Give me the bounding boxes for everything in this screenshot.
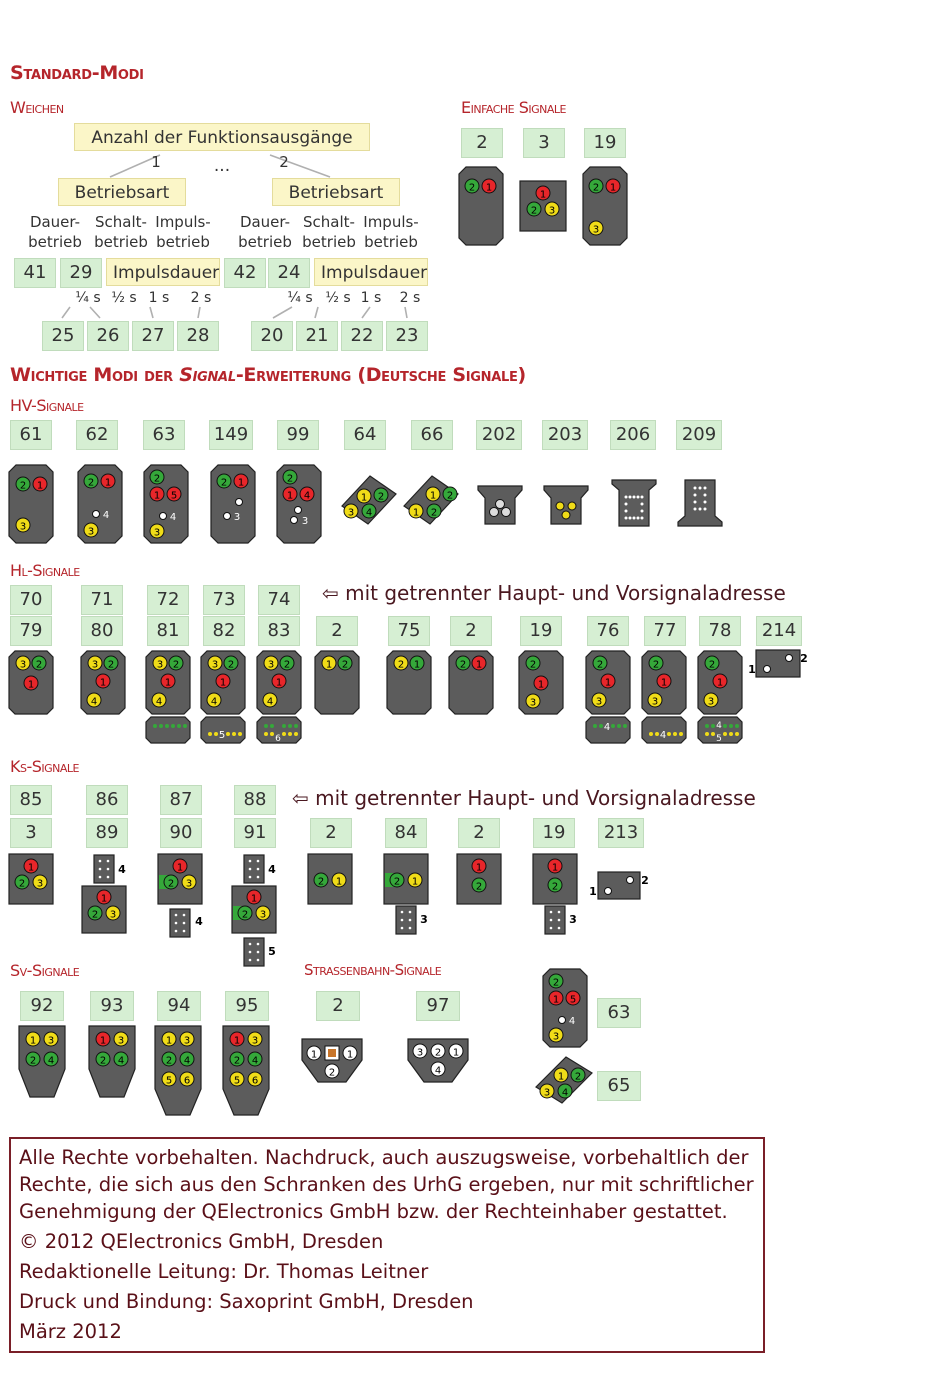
svg-text:1: 1 bbox=[429, 490, 437, 502]
svg-text:2: 2 bbox=[35, 659, 43, 671]
svg-text:2: 2 bbox=[551, 881, 559, 893]
code-box: 41 bbox=[14, 258, 56, 288]
copyright-box bbox=[9, 1137, 765, 1353]
code-box: 42 bbox=[224, 258, 266, 288]
signal-icon bbox=[145, 650, 191, 746]
svg-text:4: 4 bbox=[183, 1055, 191, 1067]
svg-text:1: 1 bbox=[412, 507, 420, 519]
branch-label-1: 1 bbox=[151, 153, 161, 171]
branch-label-2: 2 bbox=[279, 153, 289, 171]
signal-icon bbox=[77, 464, 123, 544]
einfache-title: Einfache Signale bbox=[461, 98, 566, 117]
svg-text:1: 1 bbox=[237, 477, 245, 489]
signal-icon bbox=[88, 1025, 136, 1099]
svg-text:1: 1 bbox=[99, 1035, 107, 1047]
svg-text:2: 2 bbox=[317, 876, 325, 888]
signal-icon bbox=[588, 870, 650, 902]
ks-title: Ks-Signale bbox=[10, 757, 80, 776]
code-box: 86 bbox=[86, 785, 128, 815]
svg-text:3: 3 bbox=[347, 507, 355, 519]
svg-text:3: 3 bbox=[420, 913, 428, 926]
svg-text:2: 2 bbox=[434, 1047, 442, 1059]
weichen-title: Weichen bbox=[10, 98, 64, 117]
hl-title: Hl-Signale bbox=[10, 561, 80, 580]
signal-icon bbox=[542, 968, 588, 1048]
svg-text:3: 3 bbox=[19, 659, 27, 671]
svg-text:6: 6 bbox=[251, 1075, 259, 1087]
svg-text:3: 3 bbox=[651, 696, 659, 708]
svg-text:3: 3 bbox=[548, 205, 556, 217]
svg-text:4: 4 bbox=[603, 722, 611, 733]
svg-text:1: 1 bbox=[250, 893, 258, 905]
svg-text:2: 2 bbox=[708, 659, 716, 671]
code-box: 149 bbox=[209, 420, 253, 450]
svg-text:4: 4 bbox=[118, 863, 126, 876]
svg-text:4: 4 bbox=[434, 1065, 442, 1077]
code-box: 77 bbox=[644, 616, 686, 646]
code-box: 202 bbox=[476, 420, 522, 450]
svg-text:1: 1 bbox=[325, 659, 333, 671]
signal-icon bbox=[407, 1038, 469, 1084]
signal-title: Wichtige Modi der Signal-Erweiterung (Deutsche Signale) bbox=[10, 364, 526, 386]
svg-text:1: 1 bbox=[219, 677, 227, 689]
signal-icon bbox=[611, 478, 657, 528]
svg-text:2: 2 bbox=[29, 1055, 37, 1067]
code-box: 84 bbox=[385, 818, 427, 848]
svg-text:3: 3 bbox=[109, 909, 117, 921]
strassenbahn-title: Strassenbahn-Signale bbox=[304, 961, 442, 979]
svg-text:2: 2 bbox=[172, 659, 180, 671]
code-box: 78 bbox=[699, 616, 741, 646]
svg-text:2: 2 bbox=[165, 1055, 173, 1067]
signal-icon bbox=[18, 1025, 66, 1099]
mode-label-schalt-right: Schalt- betrieb bbox=[302, 213, 356, 251]
svg-text:2: 2 bbox=[574, 1071, 582, 1083]
footer-line: März 2012 bbox=[19, 1320, 122, 1343]
svg-text:2: 2 bbox=[397, 659, 405, 671]
signal-icon bbox=[222, 1025, 270, 1117]
svg-text:2: 2 bbox=[592, 182, 600, 194]
code-box: 64 bbox=[344, 420, 386, 450]
svg-text:4: 4 bbox=[303, 490, 311, 502]
svg-text:1: 1 bbox=[99, 677, 107, 689]
code-box: 90 bbox=[160, 818, 202, 848]
svg-text:2: 2 bbox=[18, 878, 26, 890]
signal-icon bbox=[276, 464, 322, 544]
code-box: 71 bbox=[81, 585, 123, 615]
svg-text:1: 1 bbox=[36, 480, 44, 492]
signal-icon bbox=[386, 650, 432, 716]
code-box: 209 bbox=[676, 420, 722, 450]
code-box: 93 bbox=[90, 991, 134, 1021]
svg-text:1: 1 bbox=[411, 876, 419, 888]
footer-line: Redaktionelle Leitung: Dr. Thomas Leitner bbox=[19, 1260, 429, 1283]
svg-text:5: 5 bbox=[569, 994, 577, 1006]
code-box: 70 bbox=[10, 585, 52, 615]
signal-icon bbox=[230, 853, 282, 969]
svg-text:3: 3 bbox=[543, 1087, 551, 1099]
svg-text:4: 4 bbox=[195, 915, 203, 928]
svg-text:5: 5 bbox=[716, 734, 722, 744]
impulsdauer-right: Impulsdauer bbox=[314, 258, 428, 286]
code-box: 29 bbox=[60, 258, 102, 288]
mode-label-impuls-left: Impuls- betrieb bbox=[155, 213, 211, 251]
svg-text:3: 3 bbox=[529, 697, 537, 709]
footer-line: Alle Rechte vorbehalten. Nachdruck, auch auszugsweise, vorbehaltlich der bbox=[19, 1146, 749, 1169]
svg-text:3: 3 bbox=[267, 659, 275, 671]
svg-text:3: 3 bbox=[416, 1047, 424, 1059]
svg-text:2: 2 bbox=[341, 659, 349, 671]
svg-text:1: 1 bbox=[604, 677, 612, 689]
svg-text:2: 2 bbox=[446, 490, 454, 502]
svg-text:2: 2 bbox=[167, 878, 175, 890]
betriebsart-left: Betriebsart bbox=[58, 178, 186, 206]
svg-text:4: 4 bbox=[268, 863, 276, 876]
code-box: 81 bbox=[147, 616, 189, 646]
svg-text:1: 1 bbox=[335, 876, 343, 888]
signal-icon bbox=[677, 478, 723, 528]
svg-text:3: 3 bbox=[592, 224, 600, 236]
svg-text:1: 1 bbox=[27, 862, 35, 874]
svg-text:1: 1 bbox=[29, 1035, 37, 1047]
svg-text:2: 2 bbox=[641, 874, 649, 887]
impulsdauer-left: Impulsdauer bbox=[106, 258, 220, 286]
svg-text:4: 4 bbox=[716, 721, 722, 731]
code-box: 85 bbox=[10, 785, 52, 815]
svg-text:3: 3 bbox=[117, 1035, 125, 1047]
code-box: 80 bbox=[81, 616, 123, 646]
svg-text:3: 3 bbox=[36, 878, 44, 890]
svg-text:2: 2 bbox=[241, 909, 249, 921]
svg-text:2: 2 bbox=[99, 1055, 107, 1067]
svg-text:1: 1 bbox=[100, 893, 108, 905]
duration-label: 2 s bbox=[399, 290, 421, 306]
svg-text:1: 1 bbox=[609, 182, 617, 194]
svg-text:3: 3 bbox=[47, 1035, 55, 1047]
code-box: 2 bbox=[461, 128, 503, 158]
code-box: 20 bbox=[251, 321, 293, 351]
signal-icon bbox=[477, 484, 523, 526]
svg-text:4: 4 bbox=[155, 696, 163, 708]
svg-text:2: 2 bbox=[596, 659, 604, 671]
code-box: 62 bbox=[76, 420, 118, 450]
svg-text:2: 2 bbox=[530, 205, 538, 217]
code-box: 2 bbox=[310, 818, 352, 848]
svg-text:1: 1 bbox=[537, 679, 545, 691]
svg-text:1: 1 bbox=[557, 1071, 565, 1083]
mode-label-impuls-right: Impuls- betrieb bbox=[363, 213, 419, 251]
signal-icon bbox=[697, 650, 743, 746]
signal-icon bbox=[256, 650, 302, 746]
code-box: 92 bbox=[20, 991, 64, 1021]
signal-icon bbox=[301, 1038, 363, 1084]
svg-text:2: 2 bbox=[19, 480, 27, 492]
svg-text:3: 3 bbox=[183, 1035, 191, 1047]
svg-text:2: 2 bbox=[459, 659, 467, 671]
svg-text:1: 1 bbox=[475, 659, 483, 671]
svg-text:3: 3 bbox=[19, 521, 27, 533]
code-box: 203 bbox=[542, 420, 588, 450]
code-box: 72 bbox=[147, 585, 189, 615]
duration-label: 1 s bbox=[360, 290, 382, 306]
signal-icon bbox=[582, 166, 628, 246]
code-box: 19 bbox=[520, 616, 562, 646]
code-box: 27 bbox=[132, 321, 174, 351]
weichen-root-box: Anzahl der Funktionsausgänge ... bbox=[74, 123, 370, 151]
svg-text:1: 1 bbox=[164, 677, 172, 689]
svg-text:3: 3 bbox=[595, 696, 603, 708]
duration-label: 2 s bbox=[190, 290, 212, 306]
svg-text:3: 3 bbox=[301, 516, 309, 527]
svg-text:1: 1 bbox=[539, 189, 547, 201]
svg-text:2: 2 bbox=[328, 1067, 336, 1079]
svg-text:1: 1 bbox=[660, 677, 668, 689]
code-box: 89 bbox=[86, 818, 128, 848]
footer-line: Druck und Bindung: Saxoprint GmbH, Dresden bbox=[19, 1290, 474, 1313]
svg-text:3: 3 bbox=[91, 659, 99, 671]
svg-text:3: 3 bbox=[185, 878, 193, 890]
code-box: 19 bbox=[584, 128, 626, 158]
svg-text:5: 5 bbox=[218, 730, 226, 741]
svg-text:1: 1 bbox=[452, 1047, 460, 1059]
svg-text:1: 1 bbox=[551, 862, 559, 874]
signal-icon bbox=[543, 484, 589, 526]
signal-icon bbox=[210, 464, 256, 544]
svg-text:3: 3 bbox=[233, 512, 241, 523]
svg-text:2: 2 bbox=[91, 909, 99, 921]
footer-line: Rechte, die sich aus den Schranken des UrhG ergeben, nur mit schriftlicher bbox=[19, 1173, 754, 1196]
code-box: 83 bbox=[258, 616, 300, 646]
svg-text:4: 4 bbox=[561, 1087, 569, 1099]
hl-note: ⇦ mit getrennter Haupt- und Vorsignaladresse bbox=[322, 581, 786, 605]
code-box: 28 bbox=[177, 321, 219, 351]
svg-text:1: 1 bbox=[104, 477, 112, 489]
sv-title: Sv-Signale bbox=[10, 961, 80, 980]
svg-text:6: 6 bbox=[275, 734, 281, 744]
code-box: 25 bbox=[42, 321, 84, 351]
svg-text:3: 3 bbox=[259, 909, 267, 921]
svg-text:2: 2 bbox=[552, 977, 560, 989]
svg-text:1: 1 bbox=[346, 1049, 354, 1061]
svg-text:4: 4 bbox=[210, 696, 218, 708]
code-box: 206 bbox=[610, 420, 656, 450]
signal-icon bbox=[585, 650, 631, 746]
code-box: 76 bbox=[587, 616, 629, 646]
signal-icon bbox=[8, 464, 54, 544]
code-box: 19 bbox=[533, 818, 575, 848]
svg-text:4: 4 bbox=[251, 1055, 259, 1067]
signal-icon bbox=[307, 853, 353, 905]
svg-text:2: 2 bbox=[377, 491, 385, 503]
svg-text:1: 1 bbox=[27, 679, 35, 691]
svg-text:1: 1 bbox=[589, 885, 597, 898]
signal-icon bbox=[200, 650, 246, 746]
signal-icon bbox=[80, 650, 126, 716]
svg-text:4: 4 bbox=[47, 1055, 55, 1067]
code-box: 73 bbox=[203, 585, 245, 615]
duration-label: ½ s bbox=[111, 290, 137, 306]
signal-icon bbox=[154, 1025, 202, 1117]
footer-line: Genehmigung der QElectronics GmbH bzw. der Rechteinhaber gestattet. bbox=[19, 1200, 728, 1223]
svg-text:2: 2 bbox=[233, 1055, 241, 1067]
signal-icon bbox=[143, 464, 189, 544]
svg-text:2: 2 bbox=[475, 881, 483, 893]
code-box: 74 bbox=[258, 585, 300, 615]
code-box: 65 bbox=[597, 1071, 641, 1101]
mode-label-dauer-left: Dauer- betrieb bbox=[28, 213, 82, 251]
svg-text:2: 2 bbox=[430, 507, 438, 519]
svg-text:2: 2 bbox=[227, 659, 235, 671]
standard-title: Standard-Modi bbox=[10, 62, 144, 84]
code-box: 2 bbox=[316, 991, 360, 1021]
svg-text:4: 4 bbox=[169, 512, 177, 523]
duration-label: ½ s bbox=[325, 290, 351, 306]
duration-label: ¼ s bbox=[75, 290, 101, 306]
svg-text:2: 2 bbox=[800, 652, 808, 665]
code-box: 95 bbox=[225, 991, 269, 1021]
code-box: 94 bbox=[157, 991, 201, 1021]
svg-text:4: 4 bbox=[365, 507, 373, 519]
signal-icon bbox=[8, 853, 54, 905]
ks-note: ⇦ mit getrennter Haupt- und Vorsignaladresse bbox=[292, 786, 756, 810]
code-box: 26 bbox=[87, 321, 129, 351]
svg-text:4: 4 bbox=[102, 510, 110, 521]
svg-text:1: 1 bbox=[485, 182, 493, 194]
svg-text:1: 1 bbox=[286, 490, 294, 502]
footer-line: © 2012 QElectronics GmbH, Dresden bbox=[19, 1230, 384, 1253]
mode-label-dauer-right: Dauer- betrieb bbox=[238, 213, 292, 251]
svg-text:3: 3 bbox=[87, 526, 95, 538]
betriebsart-right: Betriebsart bbox=[272, 178, 400, 206]
svg-text:1: 1 bbox=[413, 659, 421, 671]
svg-text:1: 1 bbox=[233, 1035, 241, 1047]
svg-text:1: 1 bbox=[748, 663, 756, 676]
svg-text:1: 1 bbox=[475, 862, 483, 874]
svg-text:1: 1 bbox=[310, 1049, 318, 1061]
signal-icon bbox=[340, 474, 398, 526]
svg-text:3: 3 bbox=[707, 696, 715, 708]
svg-text:4: 4 bbox=[90, 696, 98, 708]
svg-text:1: 1 bbox=[165, 1035, 173, 1047]
code-box: 91 bbox=[234, 818, 276, 848]
svg-text:3: 3 bbox=[569, 913, 577, 926]
svg-text:2: 2 bbox=[652, 659, 660, 671]
code-box: 214 bbox=[756, 616, 802, 646]
code-box: 23 bbox=[386, 321, 428, 351]
duration-label: ¼ s bbox=[287, 290, 313, 306]
svg-text:5: 5 bbox=[165, 1075, 173, 1087]
svg-text:3: 3 bbox=[251, 1035, 259, 1047]
code-box: 3 bbox=[10, 818, 52, 848]
svg-text:6: 6 bbox=[183, 1075, 191, 1087]
svg-text:2: 2 bbox=[220, 477, 228, 489]
code-box: 66 bbox=[411, 420, 453, 450]
svg-text:2: 2 bbox=[87, 477, 95, 489]
signal-icon bbox=[80, 853, 140, 935]
code-box: 75 bbox=[388, 616, 430, 646]
signal-icon bbox=[382, 853, 434, 937]
svg-text:1: 1 bbox=[176, 862, 184, 874]
svg-text:2: 2 bbox=[393, 876, 401, 888]
signal-icon bbox=[746, 648, 808, 680]
svg-text:3: 3 bbox=[156, 659, 164, 671]
svg-text:1: 1 bbox=[716, 677, 724, 689]
signal-icon bbox=[448, 650, 494, 716]
code-box: 97 bbox=[416, 991, 460, 1021]
signal-icon bbox=[518, 650, 564, 716]
svg-text:4: 4 bbox=[659, 730, 667, 741]
hv-title: HV-Signale bbox=[10, 396, 84, 415]
code-box: 63 bbox=[597, 998, 641, 1028]
signal-icon bbox=[519, 180, 567, 232]
signal-icon bbox=[456, 853, 502, 905]
svg-text:1: 1 bbox=[360, 492, 368, 504]
svg-text:2: 2 bbox=[286, 473, 294, 485]
signal-icon bbox=[156, 853, 208, 939]
code-box: 2 bbox=[316, 616, 358, 646]
code-box: 79 bbox=[10, 616, 52, 646]
svg-text:1: 1 bbox=[552, 994, 560, 1006]
svg-text:3: 3 bbox=[211, 659, 219, 671]
svg-text:4: 4 bbox=[266, 696, 274, 708]
signal-icon bbox=[534, 1055, 594, 1105]
code-box: 88 bbox=[234, 785, 276, 815]
signal-icon bbox=[8, 650, 54, 716]
signal-icon bbox=[402, 474, 460, 526]
code-box: 99 bbox=[277, 420, 319, 450]
svg-text:5: 5 bbox=[268, 945, 276, 958]
signal-icon bbox=[314, 650, 360, 716]
signal-icon bbox=[641, 650, 687, 746]
svg-text:5: 5 bbox=[233, 1075, 241, 1087]
svg-text:2: 2 bbox=[283, 659, 291, 671]
code-box: 21 bbox=[296, 321, 338, 351]
svg-text:1: 1 bbox=[153, 490, 161, 502]
svg-text:1: 1 bbox=[275, 677, 283, 689]
svg-text:2: 2 bbox=[529, 659, 537, 671]
code-box: 2 bbox=[458, 818, 500, 848]
duration-label: 1 s bbox=[148, 290, 170, 306]
svg-text:3: 3 bbox=[552, 1031, 560, 1043]
svg-text:2: 2 bbox=[107, 659, 115, 671]
code-box: 3 bbox=[523, 128, 565, 158]
svg-text:3: 3 bbox=[153, 527, 161, 539]
svg-text:2: 2 bbox=[468, 182, 476, 194]
signal-icon bbox=[531, 853, 583, 937]
svg-text:5: 5 bbox=[170, 490, 178, 502]
code-box: 2 bbox=[450, 616, 492, 646]
mode-label-schalt-left: Schalt- betrieb bbox=[94, 213, 148, 251]
svg-text:2: 2 bbox=[153, 473, 161, 485]
code-box: 87 bbox=[160, 785, 202, 815]
svg-text:4: 4 bbox=[117, 1055, 125, 1067]
signal-icon bbox=[458, 166, 504, 246]
code-box: 24 bbox=[268, 258, 310, 288]
code-box: 82 bbox=[203, 616, 245, 646]
code-box: 22 bbox=[341, 321, 383, 351]
code-box: 61 bbox=[10, 420, 52, 450]
code-box: 213 bbox=[598, 818, 644, 848]
code-box: 63 bbox=[143, 420, 185, 450]
svg-text:4: 4 bbox=[568, 1016, 576, 1027]
